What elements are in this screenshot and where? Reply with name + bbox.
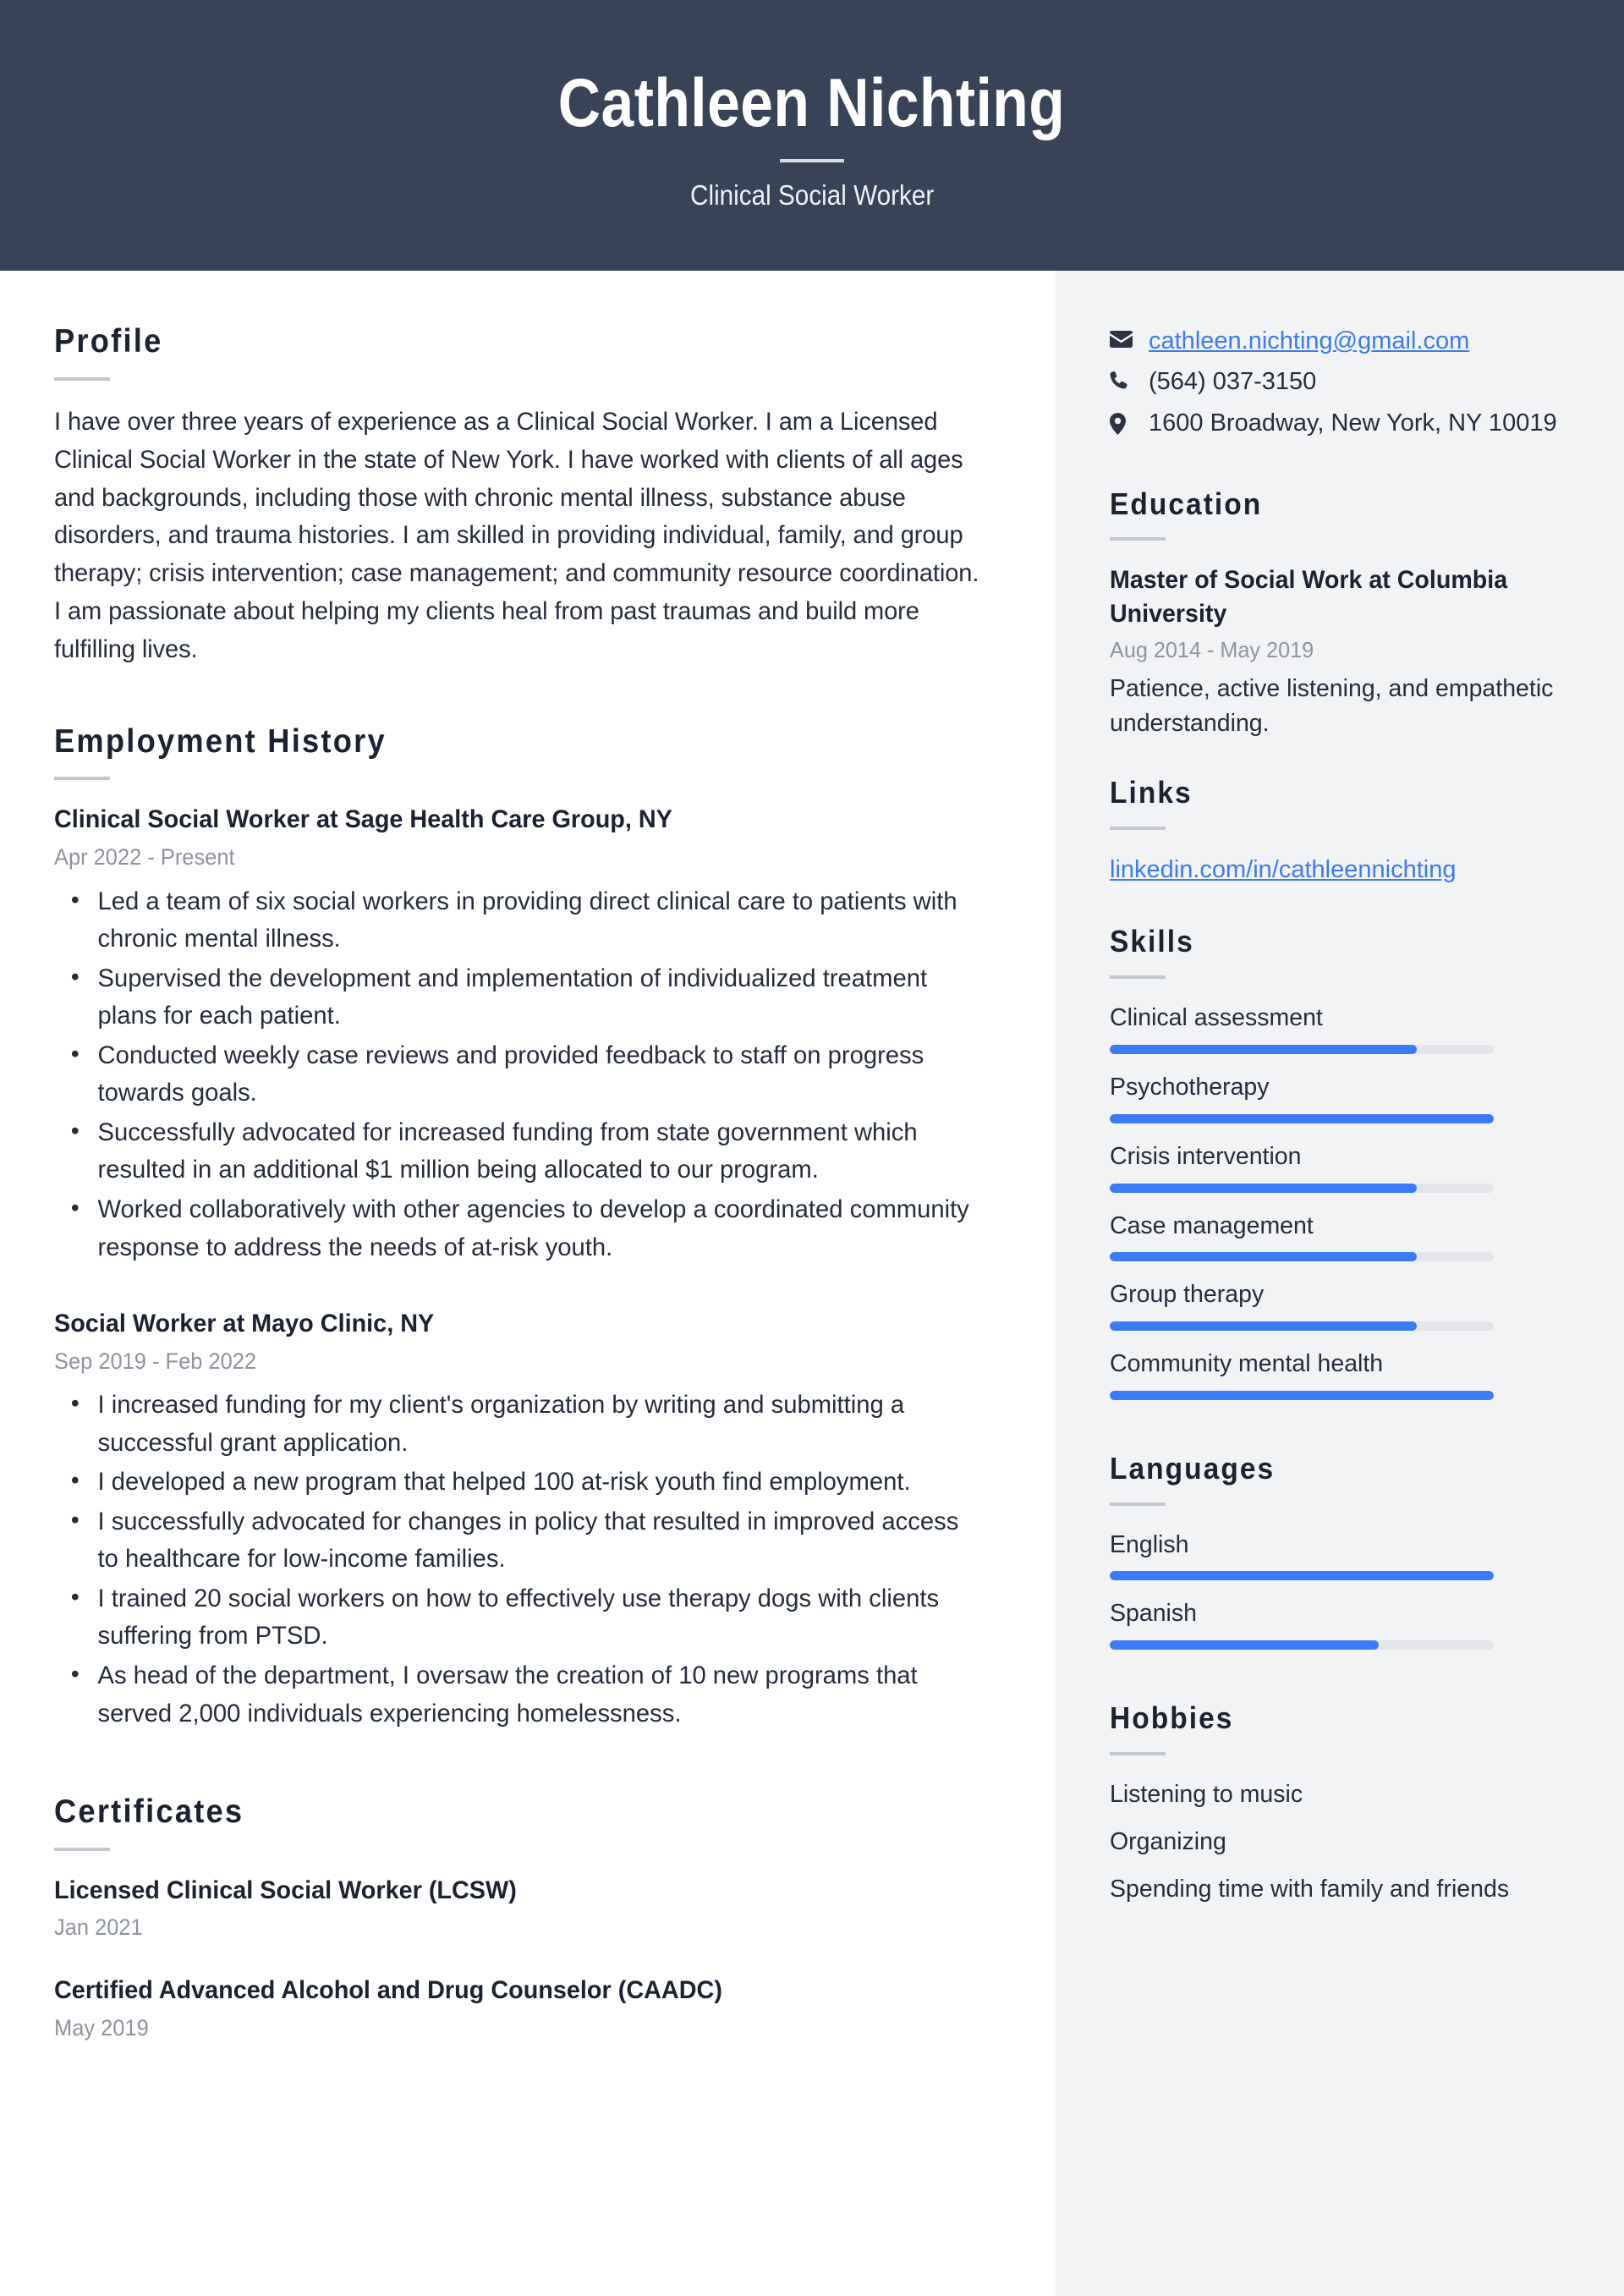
spacer — [1110, 890, 1561, 924]
spacer — [54, 1739, 995, 1793]
skills-heading: Skills — [1110, 924, 1194, 959]
email-link[interactable]: cathleen.nichting@gmail.com — [1149, 327, 1470, 354]
language-level-fill — [1110, 1640, 1379, 1650]
language-label: Spanish — [1110, 1600, 1197, 1628]
contact-details — [1110, 323, 1561, 441]
skill-item — [1110, 1278, 1561, 1331]
spacer — [54, 669, 995, 723]
education-title: Master of Social Work at Columbia University — [1110, 566, 1508, 628]
skill-label: Psychotherapy — [1110, 1073, 1270, 1101]
languages-heading: Languages — [1110, 1451, 1276, 1486]
skill-level-fill — [1110, 1114, 1494, 1123]
job-bullets — [54, 883, 995, 1266]
certificate-title: Licensed Clinical Social Worker (LCSW) — [54, 1876, 517, 1904]
job-date-range: Apr 2022 - Present — [54, 843, 235, 870]
skill-level-track — [1110, 1114, 1494, 1123]
job-bullet: • I trained 20 social workers on how to effectively use therapy dogs with clients suffering from PTSD. — [54, 1580, 985, 1656]
education-description: Patience, active listening, and empathetic understanding. — [1110, 674, 1554, 738]
profile-text: I have over three years of experience as a Clinical Social Worker. I am a Licensed Clinical Social Worker in the state of New York. I have worked with clients of all ages and backgrounds, including those with chronic mental illness, substance abuse disorders, and trauma histories. I am skilled in providing individual, family, and group therapy; crisis intervention; case management; and community resource coordination. I am passionate about helping my clients heal from past traumas and build more fulfilling lives. — [54, 407, 979, 663]
job-bullet: • I increased funding for my client's organization by writing and submitting a successful grant application. — [54, 1387, 985, 1462]
spacer — [1110, 1667, 1561, 1700]
skill-item — [1110, 1348, 1561, 1400]
contact-row-address — [1110, 405, 1561, 441]
skill-item — [1110, 1002, 1561, 1054]
language-level-track — [1110, 1640, 1494, 1650]
skill-item — [1110, 1210, 1561, 1262]
section-underline — [1110, 1502, 1166, 1506]
section-certificates — [54, 1793, 995, 2045]
skill-item — [1110, 1071, 1561, 1123]
job-bullet: • As head of the department, I oversaw the creation of 10 new programs that served 2,000 individuals experiencing homelessness. — [54, 1657, 985, 1733]
spacer — [1110, 1417, 1561, 1451]
contact-email[interactable] — [1142, 323, 1469, 359]
skill-level-fill — [1110, 1045, 1417, 1054]
section-underline — [54, 777, 110, 780]
skill-level-fill — [1110, 1321, 1417, 1331]
skill-level-track — [1110, 1391, 1494, 1400]
job-bullet: • Supervised the development and implementation of individualized treatment plans for each patient. — [54, 960, 985, 1035]
certificate-entry — [54, 1874, 995, 1945]
hobby-item: Listening to music — [1110, 1780, 1303, 1808]
job-date-range: Sep 2019 - Feb 2022 — [54, 1348, 257, 1374]
contact-phone: (564) 037-3150 — [1149, 368, 1317, 396]
job-bullet: • I successfully advocated for changes in policy that resulted in improved access to healthcare for low-income families. — [54, 1503, 985, 1579]
sidebar-column — [1056, 271, 1624, 2296]
certificate-entry — [54, 1974, 995, 2045]
candidate-job-title: Clinical Social Worker — [689, 179, 935, 211]
section-hobbies — [1110, 1700, 1561, 1906]
section-profile — [54, 323, 995, 669]
education-entry — [1110, 563, 1561, 741]
resume-body — [0, 271, 1624, 2296]
language-label: English — [1110, 1530, 1189, 1558]
phone-icon — [1110, 364, 1142, 392]
certificates-heading: Certificates — [54, 1793, 244, 1831]
contact-row-phone — [1110, 364, 1561, 399]
skill-level-fill — [1110, 1252, 1417, 1261]
linkedin-link[interactable]: linkedin.com/in/cathleennichting — [1110, 855, 1457, 883]
job-bullet: • Worked collaboratively with other agencies to develop a coordinated community response to address the needs of at-risk youth. — [54, 1191, 985, 1266]
skill-label: Clinical assessment — [1110, 1003, 1323, 1031]
location-pin-icon — [1110, 405, 1142, 435]
job-title: Clinical Social Worker at Sage Health Care Group, NY — [54, 805, 672, 834]
certificate-date: May 2019 — [54, 2014, 149, 2041]
job-bullet: • Led a team of six social workers in providing direct clinical care to patients with chronic mental illness. — [54, 883, 985, 958]
links-heading: Links — [1110, 775, 1193, 810]
job-bullets — [54, 1387, 995, 1733]
job-bullet: • Successfully advocated for increased funding from state government which resulted in an additional $1 million being allocated to our program. — [54, 1114, 985, 1189]
skill-label: Crisis intervention — [1110, 1142, 1302, 1170]
main-column — [0, 271, 1056, 2296]
language-item — [1110, 1597, 1561, 1650]
education-heading: Education — [1110, 486, 1263, 521]
skill-level-track — [1110, 1321, 1494, 1331]
skill-level-track — [1110, 1045, 1494, 1054]
section-links — [1110, 775, 1561, 887]
skill-label: Group therapy — [1110, 1281, 1265, 1309]
language-level-track — [1110, 1571, 1494, 1580]
section-skills — [1110, 924, 1561, 1400]
education-date-range: Aug 2014 - May 2019 — [1110, 636, 1314, 662]
envelope-icon — [1110, 323, 1142, 348]
section-education — [1110, 486, 1561, 741]
section-underline — [54, 1848, 110, 1851]
spacer — [54, 1273, 995, 1307]
resume-header — [0, 0, 1624, 271]
section-underline — [54, 377, 110, 381]
job-bullet: • Conducted weekly case reviews and provided feedback to staff on progress towards goals. — [54, 1037, 985, 1112]
language-item — [1110, 1529, 1561, 1581]
hobby-item: Spending time with family and friends — [1110, 1875, 1510, 1903]
link-item[interactable] — [1110, 853, 1561, 887]
skill-item — [1110, 1140, 1561, 1193]
spacer — [54, 1952, 995, 1974]
section-underline — [1110, 537, 1166, 541]
contact-row-email — [1110, 323, 1561, 359]
language-level-fill — [1110, 1571, 1494, 1580]
hobbies-heading: Hobbies — [1110, 1700, 1234, 1736]
job-bullet: • I developed a new program that helped 100 at-risk youth find employment. — [54, 1464, 985, 1502]
section-employment-history — [54, 723, 995, 1733]
skill-level-fill — [1110, 1391, 1494, 1400]
skill-level-fill — [1110, 1184, 1417, 1193]
job-title: Social Worker at Mayo Clinic, NY — [54, 1310, 435, 1338]
skill-label: Community mental health — [1110, 1350, 1384, 1378]
header-divider — [780, 159, 844, 162]
job-entry — [54, 1307, 995, 1733]
skill-level-track — [1110, 1184, 1494, 1193]
profile-heading: Profile — [54, 323, 163, 360]
section-underline — [1110, 1752, 1166, 1755]
spacer — [1110, 741, 1561, 775]
skill-label: Case management — [1110, 1211, 1314, 1239]
job-entry — [54, 803, 995, 1266]
employment-history-heading: Employment History — [54, 722, 387, 760]
certificate-title: Certified Advanced Alcohol and Drug Counselor (CAADC) — [54, 1976, 722, 2005]
section-underline — [1110, 827, 1166, 830]
certificate-date: Jan 2021 — [54, 1914, 143, 1941]
candidate-name: Cathleen Nichting — [558, 65, 1066, 142]
skill-level-track — [1110, 1252, 1494, 1261]
hobby-item: Organizing — [1110, 1827, 1226, 1855]
contact-address: 1600 Broadway, New York, NY 10019 — [1149, 409, 1557, 437]
section-underline — [1110, 975, 1166, 979]
section-languages — [1110, 1451, 1561, 1650]
